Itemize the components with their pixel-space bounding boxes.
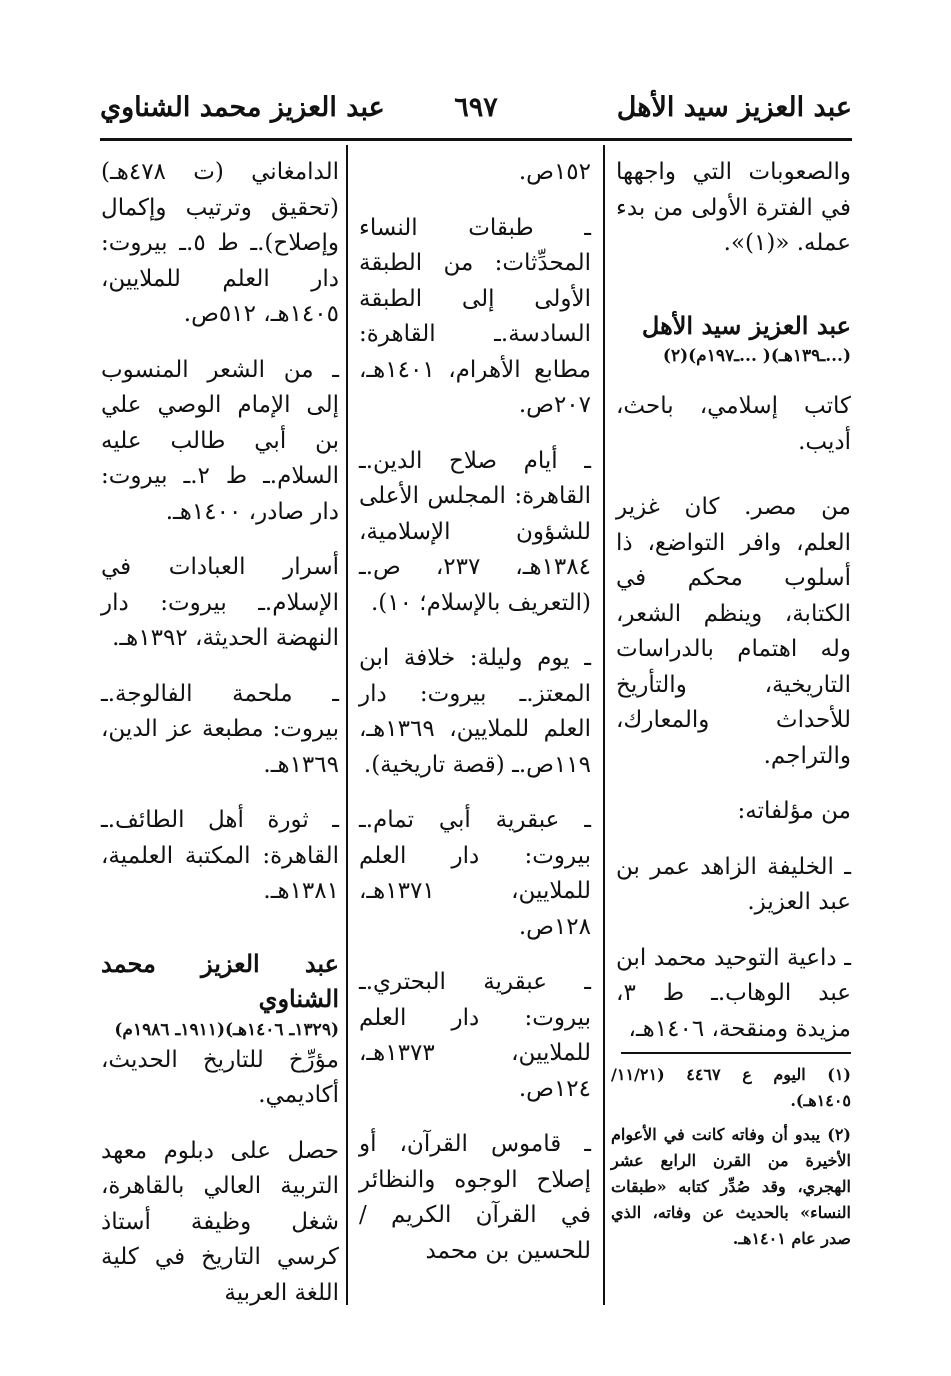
work-item: ـ من الشعر المنسوب إلى الإمام الوصي علي بن أبي طالب عليه السلام.ـ ط ٢.ـ بيروت: دار صادر، ١٤٠٠هـ.: [101, 356, 339, 525]
footnote-rule: [621, 1052, 851, 1054]
entry-paragraph: كاتب إسلامي، باحث، أديب.: [616, 393, 851, 455]
running-header: [100, 92, 852, 132]
work-item: ـ عبقرية البحتري.ـ بيروت: دار العلم للملايين، ١٣٧٣هـ، ١٢٤ص.: [359, 969, 591, 1102]
work-item: ـ الخليفة الزاهد عمر بن عبد العزيز.: [616, 853, 851, 915]
work-item: ١٥٢ص.: [518, 159, 591, 185]
header-rule: [100, 138, 852, 141]
column-separator-right: [603, 145, 605, 1305]
entry-paragraph: مؤرِّخ للتاريخ الحديث، أكاديمي.: [101, 1046, 339, 1108]
continuation-text: والصعوبات التي واجهها في الفترة الأولى من بدء عمله. «(١)».: [616, 159, 851, 256]
entry-paragraph: حصل على دبلوم معهد التربية العالي بالقاهرة، شغل وظيفة أستاذ كرسي التاريخ في كلية اللغة العربية: [101, 1137, 339, 1306]
work-item: ـ يوم وليلة: خلافة ابن المعتز.ـ بيروت: دار العلم للملايين، ١٣٦٩هـ، ١١٩ص.ـ (قصة تاريخية).: [359, 645, 591, 778]
work-item: ـ ملحمة الفالوجة.ـ بيروت: مطبعة عز الدين، ١٣٦٩هـ.: [101, 680, 339, 778]
column-right: [616, 155, 851, 1047]
work-item: أسرار العبادات في الإسلام.ـ بيروت: دار النهضة الحديثة، ١٣٩٢هـ.: [101, 554, 339, 651]
work-item: ـ عبقرية أبي تمام.ـ بيروت: دار العلم للملايين، ١٣٧١هـ، ١٢٨ص.: [359, 807, 591, 940]
page-number: ٦٩٧: [454, 92, 498, 123]
footnote: (٢) يبدو أن وفاته كانت في الأعوام الأخيرة من القرن الرابع عشر الهجري، وقد صُدِّر كتابه «طبقات النساء» بالحديث عن وفاته، الذي صدر عام ١٤٠١هـ.: [611, 1125, 851, 1248]
work-item: ـ داعية التوحيد محمد ابن عبد الوهاب.ـ ط ٣، مزيدة ومنقحة، ١٤٠٦هـ،: [616, 944, 851, 1042]
work-item: ـ أيام صلاح الدين.ـ القاهرة: المجلس الأعلى للشؤون الإسلامية، ١٣٨٤هـ، ٢٣٧، ص.ـ (التعريف بالإسلام؛ ١٠).: [359, 447, 591, 616]
column-left: [101, 155, 339, 1311]
entry-name: عبد العزيز سيد الأهل: [641, 310, 851, 340]
column-separator-left: [346, 145, 348, 1305]
work-item: ـ طبقات النساء المحدِّثات: من الطبقة الأولى إلى الطبقة السادسة.ـ القاهرة: مطابع الأهرام، ١٤٠١هـ، ٢٠٧ص.: [359, 214, 591, 418]
works-heading: من مؤلفاته:: [737, 798, 851, 824]
column-middle: [359, 155, 591, 1269]
footnotes: [611, 1062, 851, 1260]
entry-dates: (...ـ١٣٩هـ)( ...ـ١٩٧م)(٢): [662, 346, 851, 366]
work-item: ـ قاموس القرآن، أو إصلاح الوجوه والنظائر في القرآن الكريم / للحسين بن محمد: [359, 1131, 591, 1264]
entry-dates: (١٣٢٩ـ ١٤٠٦هـ)(١٩١١ـ ١٩٨٦م): [114, 1019, 339, 1040]
work-item: ـ ثورة أهل الطائف.ـ القاهرة: المكتبة العلمية، ١٣٨١هـ.: [101, 807, 339, 904]
footnote: (١) اليوم ع ٤٤٦٧ (١١/٢١/ ١٤٠٥هـ).: [611, 1065, 851, 1110]
entry-name: عبد العزيز محمد الشناوي: [101, 948, 339, 1013]
header-right-title: عبد العزيز سيد الأهل: [616, 92, 852, 123]
entry-paragraph: من مصر. كان غزير العلم، وافر التواضع، ذا أسلوب محكم في الكتابة، وينظم الشعر، وله اهتمام بالدراسات التاريخية، والتأريخ للأحداث والمعارك، والتراجم.: [616, 494, 851, 769]
work-item: الدامغاني (ت ٤٧٨هـ) (تحقيق وترتيب وإكمال وإصلاح).ـ ط ٥.ـ بيروت: دار العلم للملايين، ١٤٠٥هـ، ٥١٢ص.: [101, 159, 339, 327]
header-left-title: عبد العزيز محمد الشناوي: [100, 92, 385, 123]
